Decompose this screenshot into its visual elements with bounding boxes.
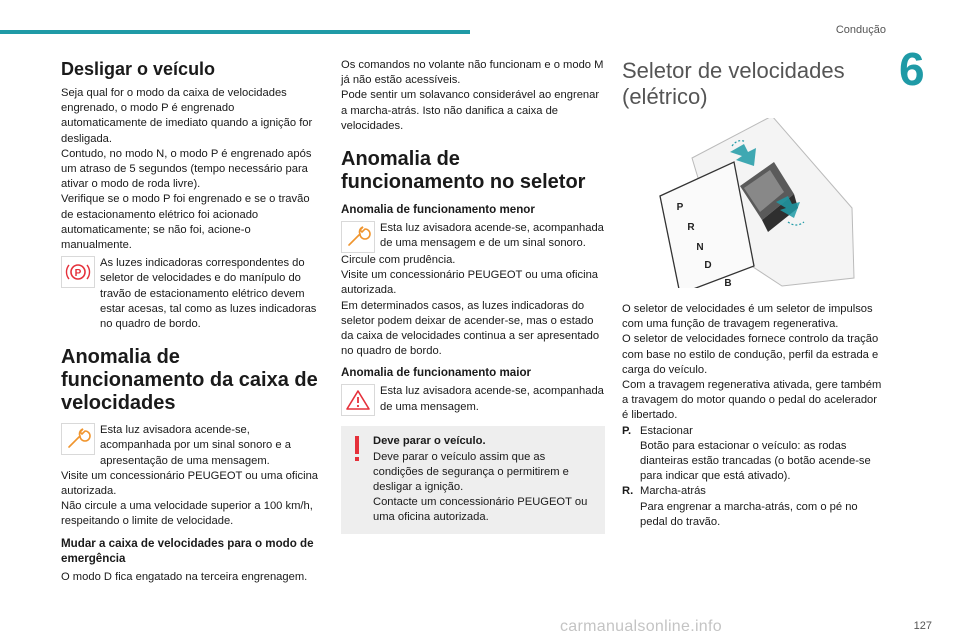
watermark: carmanualsonline.info xyxy=(560,618,722,635)
definition-text: Para engrenar a marcha-atrás, com o pé no pedal do travão. xyxy=(640,500,858,528)
paragraph: O modo D fica engatado na terceira engrenagem. xyxy=(61,570,308,583)
warning-block xyxy=(341,221,605,253)
wrench-warning-icon xyxy=(61,423,95,455)
subheading-menor: Anomalia de funcionamento menor xyxy=(341,203,535,217)
triangle-warning-icon xyxy=(341,384,375,416)
wrench-warning-icon xyxy=(341,221,375,253)
column-1 xyxy=(61,58,323,585)
gear-letter-b: B xyxy=(724,278,732,288)
paragraph: Os comandos no volante não funcionam e o modo M já não estão acessíveis. xyxy=(341,59,604,87)
definition-label: Estacionar xyxy=(640,424,693,437)
subheading-emergencia: Mudar a caixa de velocidades para o modo de emergência xyxy=(61,536,314,565)
section-label: Condução xyxy=(835,24,886,36)
column-2 xyxy=(341,58,605,534)
paragraph: Seja qual for o modo da caixa de velocidades engrenado, o modo P é engrenado automaticamente de imediato quando a ignição for desligada. xyxy=(61,87,313,145)
paragraph: Contudo, no modo N, o modo P é engrenado após um atraso de 5 segundos (tempo necessário para ativar o modo de roda livre). xyxy=(61,147,312,191)
heading-seletor: Seletor de velocidades (elétrico) xyxy=(622,58,845,109)
paragraph: Visite um concessionário PEUGEOT ou uma oficina autorizada. xyxy=(61,469,319,498)
paragraph: Com a travagem regenerativa ativada, gere também a travagem do motor quando o pedal do acelerador é libertado. xyxy=(622,379,882,422)
alert-box xyxy=(341,426,605,533)
paragraph: Em determinados casos, as luzes indicadoras do seletor podem deixar de acender-se, mas o estado da caixa de velocidades continua a ser apresentado no quadro de bordo. xyxy=(341,299,600,358)
heading-anomalia-seletor: Anomalia de funcionamento no seletor xyxy=(341,148,586,194)
svg-text:P: P xyxy=(74,268,82,280)
definition-key: P. xyxy=(622,424,632,437)
column-3 xyxy=(622,58,884,530)
definition-list xyxy=(622,424,884,530)
subheading-maior: Anomalia de funcionamento maior xyxy=(341,366,532,380)
warning-text: As luzes indicadoras correspondentes do seletor de velocidades e do manípulo do travão de estacionamento elétrico devem estar acesas, tal como as luzes indicadoras no quadro de bordo. xyxy=(100,257,317,331)
paragraph: Pode sentir um solavanco considerável ao engrenar a marcha-atrás. Isto não danifica a caixa de velocidades. xyxy=(341,89,600,132)
gear-letter-p: P xyxy=(676,202,684,213)
definition-item xyxy=(622,484,884,530)
warning-text: Esta luz avisadora acende-se, acompanhada por um sinal sonoro e a apresentação de uma mensagem. xyxy=(100,424,291,467)
gear-letter-r: R xyxy=(687,222,695,233)
definition-label: Marcha-atrás xyxy=(640,485,706,498)
definition-text: Botão para estacionar o veículo: as rodas dianteiras estão trancadas (o botão acende-se para indicar que está ativado). xyxy=(640,439,871,483)
paragraph: Circule com prudência. xyxy=(341,254,456,267)
warning-block xyxy=(341,384,605,416)
exclamation-icon xyxy=(355,436,359,454)
gear-letter-n: N xyxy=(696,242,704,253)
warning-block xyxy=(61,256,323,332)
gear-selector-illustration xyxy=(622,118,884,288)
alert-text: Deve parar o veículo assim que as condições de segurança o permitirem e desligar a ignição. xyxy=(373,450,569,494)
paragraph: Não circule a uma velocidade superior a 100 km/h, respeitando o limite de velocidade. xyxy=(61,500,313,528)
chapter-number: 6 xyxy=(899,43,925,95)
alert-title: Deve parar o veículo. xyxy=(373,435,486,448)
warning-text: Esta luz avisadora acende-se, acompanhada de uma mensagem e de um sinal sonoro. xyxy=(380,222,604,250)
paragraph: O seletor de velocidades fornece controlo da tração com base no estilo de condução, perfil da estrada e carga do veículo. xyxy=(622,333,879,376)
alert-text: Contacte um concessionário PEUGEOT ou uma oficina autorizada. xyxy=(373,496,588,524)
gear-letter-d: D xyxy=(704,260,712,271)
definition-item xyxy=(622,424,884,485)
warning-block xyxy=(61,423,323,469)
parking-brake-icon xyxy=(61,256,95,288)
page-number: 127 xyxy=(913,620,932,632)
heading-desligar: Desligar o veículo xyxy=(61,59,216,79)
paragraph: Verifique se o modo P foi engrenado e se o travão de estacionamento elétrico foi acionado automaticamente; se não foi, acione-o manualmente. xyxy=(61,193,310,252)
paragraph: Visite um concessionário PEUGEOT ou uma oficina autorizada. xyxy=(341,269,599,297)
definition-key: R. xyxy=(622,485,634,498)
heading-anomalia-caixa: Anomalia de funcionamento da caixa de velocidades xyxy=(61,346,318,415)
header-accent-bar xyxy=(0,30,470,34)
warning-text: Esta luz avisadora acende-se, acompanhada de uma mensagem. xyxy=(380,385,604,413)
paragraph: O seletor de velocidades é um seletor de impulsos com uma função de travagem regenerativa. xyxy=(622,303,873,331)
